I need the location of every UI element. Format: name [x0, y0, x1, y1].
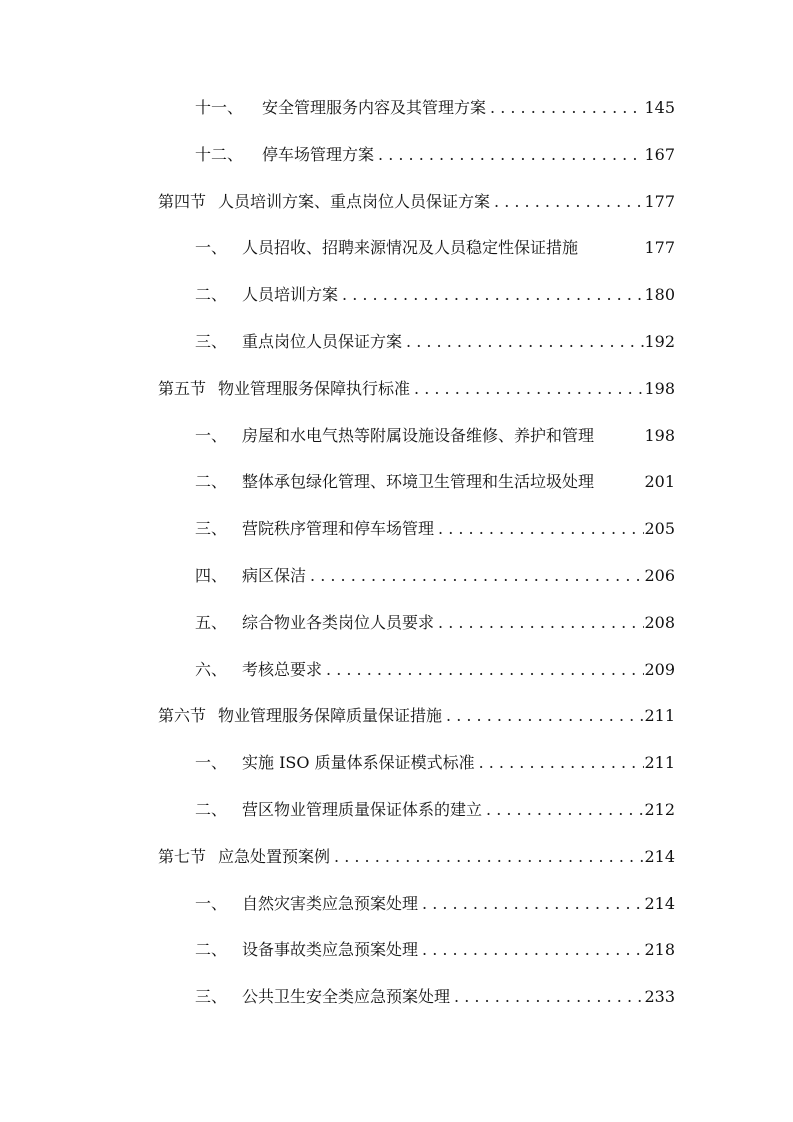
- toc-entry-number: 十一、: [195, 98, 244, 117]
- toc-subsection-entry[interactable]: [195, 938, 675, 962]
- toc-entry-title: 公共卫生安全类应急预案处理: [242, 987, 451, 1007]
- toc-entry-title: 停车场管理方案: [262, 144, 375, 164]
- toc-entry-title: 安全管理服务内容及其管理方案: [262, 98, 487, 117]
- toc-entry-number: 四、: [195, 566, 228, 585]
- toc-entry-page-number: 218: [644, 940, 675, 960]
- toc-entry-number: 一、: [195, 238, 228, 258]
- toc-section-entry[interactable]: [158, 845, 675, 869]
- dot-leader: [442, 704, 644, 728]
- dot-leader: [486, 96, 644, 120]
- toc-subsection-entry[interactable]: [195, 96, 675, 120]
- toc-entry-number: 二、: [195, 800, 228, 819]
- toc-entry-number: 三、: [195, 332, 228, 351]
- dot-leader: [330, 845, 644, 869]
- toc-entry-title: 人员培训方案: [242, 285, 339, 305]
- toc-entry-title: 应急处置预案例: [218, 846, 331, 866]
- toc-subsection-entry[interactable]: [195, 751, 675, 775]
- toc-section-entry[interactable]: [158, 190, 675, 214]
- dot-leader: [482, 798, 644, 822]
- toc-entry-number: 三、: [195, 519, 228, 539]
- toc-entry-title: 人员招收、招聘来源情况及人员稳定性保证措施: [242, 238, 579, 258]
- toc-entry-number: 第六节: [158, 706, 207, 726]
- dot-leader: [338, 283, 644, 307]
- toc-entry-title: 营区物业管理质量保证体系的建立: [242, 800, 483, 819]
- toc-entry-number: 一、: [195, 893, 228, 913]
- dot-leader: [374, 143, 644, 167]
- toc-subsection-entry[interactable]: [195, 517, 675, 541]
- toc-subsection-entry[interactable]: [195, 330, 675, 354]
- toc-entry-number: 一、: [195, 753, 228, 773]
- dot-leader: [322, 658, 644, 682]
- toc-subsection-entry[interactable]: [195, 658, 675, 682]
- dot-leader: [434, 517, 644, 541]
- toc-entry-page-number: 177: [644, 191, 675, 211]
- dot-leader: [410, 377, 644, 401]
- toc-entry-page-number: 201: [644, 472, 675, 492]
- toc-entry-page-number: 145: [644, 98, 675, 117]
- toc-entry-page-number: 211: [644, 753, 675, 773]
- dot-leader: [306, 564, 644, 588]
- dot-leader: [475, 751, 645, 775]
- toc-entry-page-number: 192: [644, 332, 675, 351]
- dot-leader: [434, 611, 644, 635]
- toc-entry-page-number: 209: [644, 659, 675, 679]
- toc-entry-page-number: 211: [644, 706, 675, 726]
- toc-entry-number: 第五节: [158, 378, 207, 398]
- toc-subsection-entry[interactable]: [195, 236, 675, 260]
- toc-entry-page-number: 180: [644, 285, 675, 305]
- toc-subsection-entry[interactable]: [195, 611, 675, 635]
- toc-entry-number: 十二、: [195, 144, 244, 164]
- toc-entry-number: 一、: [195, 425, 228, 445]
- toc-entry-title: 人员培训方案、重点岗位人员保证方案: [218, 191, 491, 211]
- dot-leader: [402, 330, 644, 354]
- toc-entry-number: 五、: [195, 612, 228, 632]
- toc-section-entry[interactable]: [158, 704, 675, 728]
- toc-entry-number: 二、: [195, 285, 228, 305]
- toc-entry-number: 第七节: [158, 846, 207, 866]
- dot-leader: [490, 190, 644, 214]
- toc-subsection-entry[interactable]: [195, 424, 675, 448]
- toc-entry-title: 房屋和水电气热等附属设施设备维修、养护和管理: [242, 425, 595, 445]
- toc-subsection-entry[interactable]: [195, 798, 675, 822]
- toc-entry-page-number: 212: [644, 800, 675, 819]
- toc-entry-page-number: 206: [644, 566, 675, 585]
- toc-entry-page-number: 177: [644, 238, 675, 258]
- toc-entry-title: 综合物业各类岗位人员要求: [242, 612, 435, 632]
- dot-leader: [418, 892, 644, 916]
- toc-entry-title: 整体承包绿化管理、环境卫生管理和生活垃圾处理: [242, 472, 595, 492]
- toc-section-entry[interactable]: [158, 377, 675, 401]
- toc-subsection-entry[interactable]: [195, 470, 675, 494]
- toc-entry-page-number: 167: [644, 144, 675, 164]
- dot-leader: [450, 985, 644, 1009]
- toc-entry-number: 第四节: [158, 191, 207, 211]
- toc-entry-title: 物业管理服务保障执行标准: [218, 378, 411, 398]
- toc-entry-page-number: 198: [644, 378, 675, 398]
- toc-entry-title: 营院秩序管理和停车场管理: [242, 519, 435, 539]
- toc-entry-title: 重点岗位人员保证方案: [242, 332, 403, 351]
- toc-subsection-entry[interactable]: [195, 892, 675, 916]
- toc-subsection-entry[interactable]: [195, 283, 675, 307]
- toc-entry-title: 设备事故类应急预案处理: [242, 940, 419, 960]
- toc-entry-page-number: 205: [644, 519, 675, 539]
- toc-entry-number: 六、: [195, 659, 228, 679]
- toc-entry-title: 自然灾害类应急预案处理: [242, 893, 419, 913]
- dot-leader: [418, 938, 644, 962]
- toc-entry-title: 物业管理服务保障质量保证措施: [218, 706, 443, 726]
- toc-entry-page-number: 208: [644, 612, 675, 632]
- toc-entry-number: 二、: [195, 940, 228, 960]
- toc-entry-number: 三、: [195, 987, 228, 1007]
- toc-subsection-entry[interactable]: [195, 985, 675, 1009]
- toc-subsection-entry[interactable]: [195, 564, 675, 588]
- toc-entry-page-number: 214: [644, 893, 675, 913]
- toc-entry-page-number: 214: [644, 846, 675, 866]
- toc-entry-page-number: 233: [644, 987, 675, 1007]
- toc-entry-page-number: 198: [644, 425, 675, 445]
- toc-entry-title: 考核总要求: [242, 659, 323, 679]
- toc-entry-number: 二、: [195, 472, 228, 492]
- toc-entry-title: 实施 ISO 质量体系保证模式标准: [242, 753, 475, 773]
- toc-entry-title: 病区保洁: [242, 566, 307, 585]
- toc-subsection-entry[interactable]: [195, 143, 675, 167]
